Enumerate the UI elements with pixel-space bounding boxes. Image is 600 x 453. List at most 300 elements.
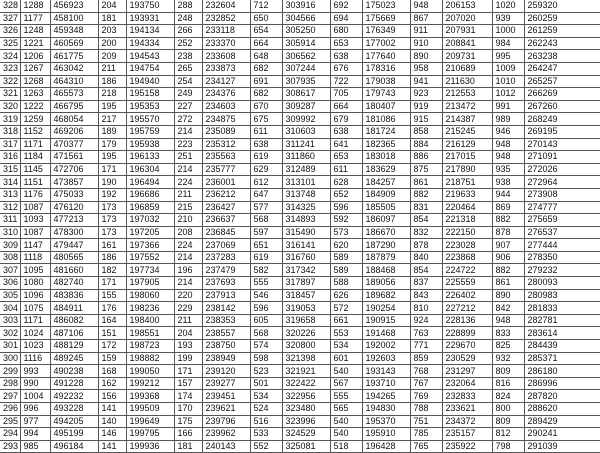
- table-cell: 648: [250, 50, 282, 63]
- table-cell: 305250: [282, 25, 330, 38]
- table-cell: 179743: [362, 88, 410, 101]
- table-cell: 464310: [50, 75, 98, 88]
- table-cell: 217890: [442, 163, 492, 176]
- table-cell: 501: [250, 377, 282, 390]
- table-cell: 991: [492, 100, 524, 113]
- table-cell: 270143: [524, 138, 600, 151]
- table-cell: 534: [330, 340, 362, 353]
- table-cell: 206153: [442, 0, 492, 12]
- table-cell: 237913: [202, 289, 250, 302]
- table-cell: 235777: [202, 163, 250, 176]
- table-cell: 832: [410, 226, 442, 239]
- table-cell: 1248: [20, 25, 50, 38]
- table-cell: 565: [330, 403, 362, 416]
- table-row: [0, 377, 600, 390]
- table-cell: 284439: [524, 340, 600, 353]
- table-cell: 199509: [126, 403, 174, 416]
- table-cell: 223868: [442, 251, 492, 264]
- table-row: [0, 264, 600, 277]
- table-cell: 325081: [282, 440, 330, 453]
- table-cell: 197734: [126, 264, 174, 277]
- table-cell: 321398: [282, 352, 330, 365]
- table-cell: 315490: [282, 226, 330, 239]
- table-cell: 1023: [20, 340, 50, 353]
- table-cell: 1116: [20, 352, 50, 365]
- table-cell: 611: [250, 125, 282, 138]
- table-cell: 589: [330, 264, 362, 277]
- table-cell: 233621: [442, 403, 492, 416]
- score-cell: 304: [0, 302, 20, 315]
- table-row: [0, 302, 600, 315]
- table-cell: 181: [98, 12, 126, 25]
- table-cell: 533: [250, 428, 282, 441]
- table-cell: 833: [492, 327, 524, 340]
- table-cell: 162: [98, 377, 126, 390]
- table-cell: 461775: [50, 50, 98, 63]
- table-cell: 1024: [20, 327, 50, 340]
- table-row: [0, 289, 600, 302]
- table-cell: 194754: [126, 62, 174, 75]
- table-cell: 215: [174, 201, 202, 214]
- table-cell: 189682: [362, 289, 410, 302]
- table-cell: 236427: [202, 201, 250, 214]
- table-cell: 190: [98, 176, 126, 189]
- table-cell: 670: [250, 100, 282, 113]
- table-cell: 323480: [282, 403, 330, 416]
- table-cell: 233873: [202, 62, 250, 75]
- table-cell: 265: [174, 62, 202, 75]
- score-cell: 313: [0, 188, 20, 201]
- table-cell: 173: [98, 201, 126, 214]
- table-cell: 309287: [282, 100, 330, 113]
- table-cell: 311860: [282, 151, 330, 164]
- score-cell: 312: [0, 201, 20, 214]
- table-cell: 463042: [50, 62, 98, 75]
- table-row: [0, 226, 600, 239]
- table-cell: 469206: [50, 125, 98, 138]
- table-cell: 204: [98, 0, 126, 12]
- table-cell: 155: [98, 289, 126, 302]
- table-cell: 221318: [442, 214, 492, 227]
- table-cell: 272964: [524, 176, 600, 189]
- table-cell: 1087: [20, 226, 50, 239]
- table-cell: 196859: [126, 201, 174, 214]
- table-cell: 262243: [524, 37, 600, 50]
- score-cell: 327: [0, 12, 20, 25]
- table-cell: 238949: [202, 352, 250, 365]
- table-cell: 572: [330, 302, 362, 315]
- table-cell: 1096: [20, 289, 50, 302]
- table-cell: 259320: [524, 0, 600, 12]
- table-cell: 198060: [126, 289, 174, 302]
- table-cell: 653: [330, 37, 362, 50]
- table-cell: 196428: [362, 440, 410, 453]
- table-cell: 628: [330, 176, 362, 189]
- table-cell: 460569: [50, 37, 98, 50]
- score-cell: 308: [0, 251, 20, 264]
- table-cell: 280983: [524, 289, 600, 302]
- table-cell: 1093: [20, 214, 50, 227]
- table-cell: 211630: [442, 75, 492, 88]
- table-cell: 220464: [442, 201, 492, 214]
- table-cell: 264247: [524, 62, 600, 75]
- table-cell: 197552: [126, 251, 174, 264]
- table-cell: 722: [330, 75, 362, 88]
- table-cell: 317897: [282, 277, 330, 290]
- table-cell: 837: [410, 277, 442, 290]
- table-cell: 995: [492, 50, 524, 63]
- table-cell: 177640: [362, 50, 410, 63]
- table-cell: 1004: [20, 390, 50, 403]
- score-cell: 321: [0, 88, 20, 101]
- table-cell: 141: [98, 440, 126, 453]
- table-cell: 288620: [524, 403, 600, 416]
- table-cell: 157: [174, 377, 202, 390]
- table-cell: 212553: [442, 88, 492, 101]
- table-cell: 994: [20, 428, 50, 441]
- table-cell: 213472: [442, 100, 492, 113]
- table-cell: 232852: [202, 12, 250, 25]
- table-cell: 175: [174, 415, 202, 428]
- table-cell: 468054: [50, 113, 98, 126]
- table-cell: 227212: [442, 302, 492, 315]
- table-cell: 232064: [442, 377, 492, 390]
- table-cell: 492232: [50, 390, 98, 403]
- table-row: [0, 62, 600, 75]
- table-cell: 309992: [282, 113, 330, 126]
- table-cell: 1095: [20, 264, 50, 277]
- score-cell: 311: [0, 214, 20, 227]
- table-cell: 475033: [50, 188, 98, 201]
- table-row: [0, 251, 600, 264]
- table-cell: 619: [250, 251, 282, 264]
- table-cell: 481660: [50, 264, 98, 277]
- table-cell: 495199: [50, 428, 98, 441]
- table-cell: 638: [330, 125, 362, 138]
- table-cell: 236001: [202, 176, 250, 189]
- table-cell: 518: [330, 440, 362, 453]
- table-cell: 186097: [362, 214, 410, 227]
- table-row: [0, 277, 600, 290]
- table-cell: 186: [98, 75, 126, 88]
- table-cell: 318457: [282, 289, 330, 302]
- table-cell: 482740: [50, 277, 98, 290]
- table-cell: 907: [492, 239, 524, 252]
- table-cell: 490238: [50, 365, 98, 378]
- table-cell: 229670: [442, 340, 492, 353]
- table-cell: 239796: [202, 415, 250, 428]
- table-cell: 173: [98, 214, 126, 227]
- table-cell: 854: [410, 264, 442, 277]
- table-cell: 948: [492, 314, 524, 327]
- table-cell: 456923: [50, 0, 98, 12]
- table-row: [0, 0, 600, 12]
- table-cell: 1145: [20, 163, 50, 176]
- table-cell: 216129: [442, 138, 492, 151]
- table-cell: 166: [174, 428, 202, 441]
- table-cell: 237283: [202, 251, 250, 264]
- table-cell: 195938: [126, 138, 174, 151]
- score-cell: 309: [0, 239, 20, 252]
- table-cell: 188468: [362, 264, 410, 277]
- table-cell: 238353: [202, 314, 250, 327]
- table-cell: 175669: [362, 12, 410, 25]
- table-cell: 491228: [50, 377, 98, 390]
- table-cell: 824: [492, 390, 524, 403]
- table-cell: 238142: [202, 302, 250, 315]
- table-cell: 854: [410, 214, 442, 227]
- table-cell: 611: [330, 163, 362, 176]
- score-cell: 296: [0, 403, 20, 416]
- table-cell: 763: [410, 327, 442, 340]
- table-cell: 324529: [282, 428, 330, 441]
- table-cell: 177002: [362, 37, 410, 50]
- table-cell: 597: [250, 226, 282, 239]
- table-cell: 271091: [524, 151, 600, 164]
- table-cell: 1259: [20, 113, 50, 126]
- table-cell: 651: [250, 239, 282, 252]
- table-cell: 252: [174, 37, 202, 50]
- table-cell: 494205: [50, 415, 98, 428]
- score-cell: 302: [0, 327, 20, 340]
- table-cell: 281833: [524, 302, 600, 315]
- table-cell: 200: [98, 37, 126, 50]
- table-cell: 523: [250, 365, 282, 378]
- table-cell: 182365: [362, 138, 410, 151]
- table-cell: 809: [492, 415, 524, 428]
- table-cell: 308617: [282, 88, 330, 101]
- table-cell: 198236: [126, 302, 174, 315]
- table-cell: 192: [98, 188, 126, 201]
- table-cell: 664: [330, 100, 362, 113]
- table-cell: 886: [410, 151, 442, 164]
- table-cell: 641: [330, 138, 362, 151]
- table-cell: 217: [98, 113, 126, 126]
- table-cell: 676: [330, 62, 362, 75]
- table-cell: 238557: [202, 327, 250, 340]
- table-cell: 319053: [282, 302, 330, 315]
- table-cell: 552: [250, 440, 282, 453]
- table-cell: 680: [330, 25, 362, 38]
- table-cell: 268249: [524, 113, 600, 126]
- table-row: [0, 113, 600, 126]
- table-cell: 588: [330, 277, 362, 290]
- table-cell: 322422: [282, 377, 330, 390]
- table-cell: 187879: [362, 251, 410, 264]
- table-cell: 1147: [20, 239, 50, 252]
- table-cell: 182: [98, 264, 126, 277]
- table-cell: 192002: [362, 340, 410, 353]
- table-cell: 286996: [524, 377, 600, 390]
- table-cell: 215245: [442, 125, 492, 138]
- table-cell: 251: [174, 151, 202, 164]
- table-cell: 323996: [282, 415, 330, 428]
- table-cell: 211: [174, 314, 202, 327]
- table-cell: 1176: [20, 188, 50, 201]
- table-cell: 321921: [282, 365, 330, 378]
- table-cell: 210: [174, 214, 202, 227]
- table-cell: 923: [410, 88, 442, 101]
- table-cell: 261259: [524, 25, 600, 38]
- table-cell: 199649: [126, 415, 174, 428]
- table-cell: 214: [174, 125, 202, 138]
- table-cell: 486082: [50, 314, 98, 327]
- table-cell: 1087: [20, 201, 50, 214]
- score-cell: 324: [0, 50, 20, 63]
- table-cell: 197205: [126, 226, 174, 239]
- table-cell: 1152: [20, 125, 50, 138]
- table-cell: 214: [174, 251, 202, 264]
- table-row: [0, 163, 600, 176]
- table-cell: 285371: [524, 352, 600, 365]
- table-cell: 181086: [362, 113, 410, 126]
- table-cell: 1288: [20, 0, 50, 12]
- table-cell: 1118: [20, 251, 50, 264]
- table-cell: 195: [98, 151, 126, 164]
- table-cell: 230529: [442, 352, 492, 365]
- score-cell: 310: [0, 226, 20, 239]
- table-cell: 238750: [202, 340, 250, 353]
- table-cell: 224: [174, 176, 202, 189]
- table-cell: 1075: [20, 302, 50, 315]
- table-cell: 938: [492, 176, 524, 189]
- table-cell: 226402: [442, 289, 492, 302]
- table-cell: 682: [250, 62, 282, 75]
- table-cell: 209: [98, 50, 126, 63]
- table-cell: 751: [410, 415, 442, 428]
- table-cell: 867: [410, 12, 442, 25]
- table-cell: 313101: [282, 176, 330, 189]
- table-cell: 272026: [524, 163, 600, 176]
- score-cell: 326: [0, 25, 20, 38]
- table-cell: 227: [174, 100, 202, 113]
- table-cell: 890: [410, 50, 442, 63]
- table-cell: 638: [250, 138, 282, 151]
- table-cell: 524: [250, 403, 282, 416]
- table-cell: 204: [174, 327, 202, 340]
- table-cell: 705: [330, 88, 362, 101]
- table-cell: 948: [492, 151, 524, 164]
- table-cell: 484911: [50, 302, 98, 315]
- table-cell: 217015: [442, 151, 492, 164]
- table-cell: 540: [330, 415, 362, 428]
- table-row: [0, 125, 600, 138]
- table-cell: 239120: [202, 365, 250, 378]
- table-cell: 314325: [282, 201, 330, 214]
- score-cell: 303: [0, 314, 20, 327]
- table-cell: 199795: [126, 428, 174, 441]
- table-cell: 234376: [202, 88, 250, 101]
- table-cell: 193931: [126, 12, 174, 25]
- table-cell: 316760: [282, 251, 330, 264]
- table-cell: 479447: [50, 239, 98, 252]
- table-cell: 186: [98, 251, 126, 264]
- table-cell: 190915: [362, 314, 410, 327]
- table-cell: 1000: [492, 25, 524, 38]
- table-cell: 197905: [126, 277, 174, 290]
- table-cell: 858: [410, 125, 442, 138]
- table-cell: 1009: [492, 62, 524, 75]
- table-cell: 151: [98, 327, 126, 340]
- table-cell: 682: [250, 88, 282, 101]
- table-cell: 306562: [282, 50, 330, 63]
- table-cell: 189: [98, 125, 126, 138]
- table-cell: 555: [330, 390, 362, 403]
- table-cell: 568: [250, 327, 282, 340]
- table-cell: 911: [410, 25, 442, 38]
- table-cell: 195: [98, 100, 126, 113]
- score-cell: 318: [0, 125, 20, 138]
- score-cell: 317: [0, 138, 20, 151]
- table-cell: 1184: [20, 151, 50, 164]
- table-cell: 184257: [362, 176, 410, 189]
- table-cell: 540: [330, 428, 362, 441]
- table-cell: 164: [98, 314, 126, 327]
- table-cell: 316141: [282, 239, 330, 252]
- score-cell: 315: [0, 163, 20, 176]
- table-cell: 694: [330, 12, 362, 25]
- table-cell: 183018: [362, 151, 410, 164]
- table-row: [0, 365, 600, 378]
- table-cell: 473857: [50, 176, 98, 189]
- table-cell: 303916: [282, 0, 330, 12]
- table-row: [0, 12, 600, 25]
- table-cell: 185505: [362, 201, 410, 214]
- table-cell: 307935: [282, 75, 330, 88]
- table-cell: 840: [410, 251, 442, 264]
- table-row: [0, 201, 600, 214]
- table-cell: 311241: [282, 138, 330, 151]
- table-cell: 286180: [524, 365, 600, 378]
- table-cell: 156: [98, 390, 126, 403]
- table-cell: 239277: [202, 377, 250, 390]
- table-cell: 582: [250, 264, 282, 277]
- table-cell: 276537: [524, 226, 600, 239]
- table-cell: 208841: [442, 37, 492, 50]
- table-cell: 184909: [362, 188, 410, 201]
- table-cell: 181: [174, 440, 202, 453]
- table-cell: 210689: [442, 62, 492, 75]
- table-cell: 568: [250, 214, 282, 227]
- table-cell: 235563: [202, 151, 250, 164]
- table-cell: 194940: [126, 75, 174, 88]
- table-cell: 471561: [50, 151, 98, 164]
- table-cell: 489245: [50, 352, 98, 365]
- table-cell: 224: [174, 239, 202, 252]
- table-cell: 878: [410, 239, 442, 252]
- table-cell: 198551: [126, 327, 174, 340]
- table-cell: 291039: [524, 440, 600, 453]
- table-cell: 653: [330, 151, 362, 164]
- table-cell: 768: [410, 365, 442, 378]
- table-cell: 480565: [50, 251, 98, 264]
- table-cell: 238: [174, 50, 202, 63]
- table-cell: 192603: [362, 352, 410, 365]
- table-cell: 196304: [126, 163, 174, 176]
- table-cell: 236845: [202, 226, 250, 239]
- table-cell: 1177: [20, 12, 50, 25]
- table-cell: 540: [330, 365, 362, 378]
- table-cell: 875: [410, 163, 442, 176]
- table-cell: 825: [492, 340, 524, 353]
- table-cell: 989: [492, 113, 524, 126]
- table-row: [0, 100, 600, 113]
- table-cell: 199936: [126, 440, 174, 453]
- table-cell: 488129: [50, 340, 98, 353]
- table-cell: 812: [492, 428, 524, 441]
- table-cell: 140: [98, 415, 126, 428]
- table-cell: 312489: [282, 163, 330, 176]
